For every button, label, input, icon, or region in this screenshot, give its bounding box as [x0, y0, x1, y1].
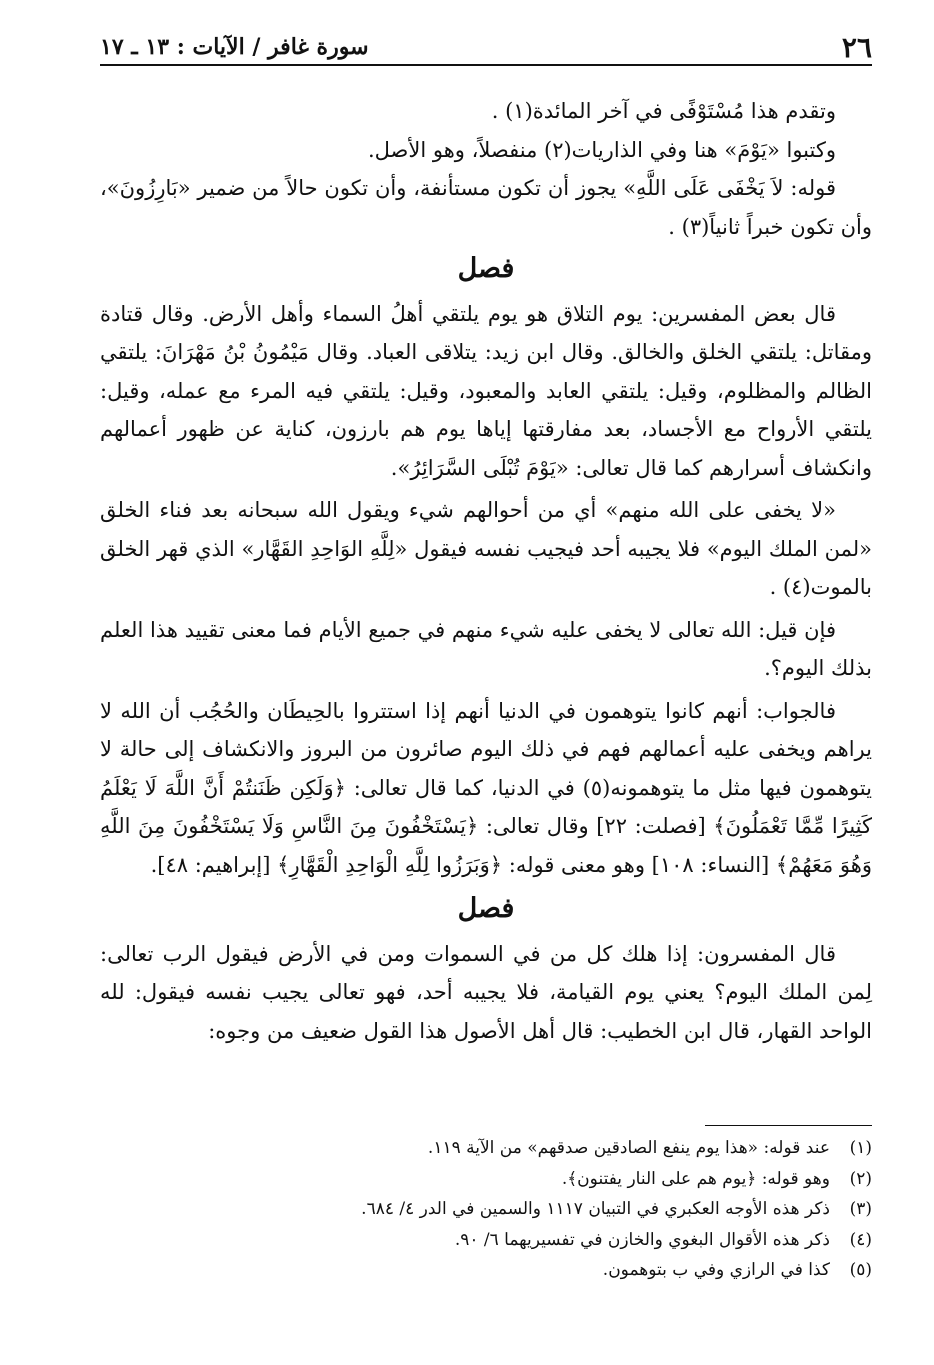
paragraph: فالجواب: أنهم كانوا يتوهمون في الدنيا أنهم إذا استتروا بالحِيطَان والحُجُب أن الله لا يراهم ويخفى عليه أعمالهم فهم في ذلك اليوم صائرون من البروز والانكشاف إلى حالة لا يتوهمون فيها مثل ما يتوهمونه(٥) في الدنيا، كما قال تعالى: ﴿وَلَكِن ظَنَنتُمْ أَنَّ اللَّهَ لَا يَعْلَمُ كَثِيرًا مِّمَّا تَعْمَلُونَ﴾ [فصلت: ٢٢] وقال تعالى: ﴿يَسْتَخْفُونَ مِنَ النَّاسِ وَلَا يَسْتَخْفُونَ مِنَ اللَّهِ وَهُوَ مَعَهُمْ﴾ [النساء: ١٠٨] وهو معنى قوله: ﴿وَبَرَزُوا لِلَّهِ الْوَاحِدِ الْقَهَّارِ﴾ [إبراهيم: ٤٨].	[100, 698, 872, 877]
footnote-text: كذا في الرازي وفي ب بتوهمون.	[602, 1260, 830, 1280]
footnote-text: وهو قوله: ﴿يوم هم على النار يفتنون﴾.	[561, 1168, 830, 1189]
page-header	[100, 30, 872, 66]
footnote-separator	[705, 1125, 872, 1126]
paragraph: فإن قيل: الله تعالى لا يخفى عليه شيء منهم في جميع الأيام فما معنى تقييد هذا العلم بذلك اليوم؟.	[100, 617, 872, 680]
footnote-text: عند قوله: «هذا يوم ينفع الصادقين صدقهم» من الآية ١١٩.	[427, 1138, 830, 1158]
footnote	[160, 1194, 872, 1225]
footnote-number: (٢)	[849, 1168, 872, 1189]
footnote-number: (٤)	[849, 1229, 872, 1250]
running-title: سورة غافر / الآيات : ١٣ ـ ١٧	[100, 34, 369, 60]
footnote	[160, 1255, 872, 1286]
footnote	[160, 1164, 872, 1195]
footnote-text: ذكر هذه الأوجه العكبري في التبيان ١١١٧ والسمين في الدر ٤/ ٦٨٤.	[361, 1199, 830, 1219]
paragraph: قال بعض المفسرين: يوم التلاق هو يوم يلتقي أهلُ السماء وأهل الأرض. وقال قتادة ومقاتل: يلتقي الخلق والخالق. وقال ابن زيد: يتلاقى العباد. وقال مَيْمُونُ بْنُ مَهْرَانَ: يلتقي الظالم والمظلوم، وقيل: يلتقي العابد والمعبود، وقيل: يلتقي فيه المرء مع عمله، وقيل: يلتقي الأرواح مع الأجساد، بعد مفارقتها إياها يوم هم بارزون، كناية عن ظهور أعمالهم وانكشاف أسرارهم كما قال تعالى: «يَوْمَ تُبْلَى السَّرَائِرُ».	[100, 301, 872, 480]
paragraph: وكتبوا «يَوْمَ» هنا وفي الذاريات(٢) منفصلاً، وهو الأصل.	[367, 137, 836, 162]
section-heading: فصل	[457, 253, 515, 284]
page-number: ٢٦	[841, 30, 872, 64]
paragraph: قوله: لاَ يَخْفَى عَلَى اللَّهِ» يجوز أن تكون مستأنفة، وأن تكون حالاً من ضمير «بَارِزُونَ»، وأن تكون خبراً ثانياً(٣) .	[100, 176, 872, 239]
footnote-number: (٣)	[849, 1199, 872, 1219]
footnote-number: (١)	[849, 1138, 872, 1158]
footnote-text: ذكر هذه الأقوال البغوي والخازن في تفسيريهما ٦/ ٩٠.	[454, 1229, 830, 1250]
footnote-number: (٥)	[849, 1260, 872, 1280]
paragraph: «لا يخفى على الله منهم» أي من أحوالهم شيء ويقول الله سبحانه بعد فناء الخلق «لمن الملك اليوم» فلا يجيبه أحد فيجيب نفسه فيقول «لِلَّهِ الوَاحِدِ القَهَّار» الذي قهر الخلق بالموت(٤) .	[100, 498, 872, 599]
footnotes	[160, 1133, 872, 1286]
section-heading: فصل	[457, 893, 515, 924]
footnote	[160, 1225, 872, 1256]
main-text	[100, 92, 872, 1050]
footnote	[160, 1133, 872, 1164]
paragraph: قال المفسرون: إذا هلك كل من في السموات ومن في الأرض فيقول الرب تعالى: لِمن الملك اليوم؟ يعني يوم القيامة، فلا يجيبه أحد، فهو تعالى يجيب نفسه فيقول: لله الواحد القهار، قال ابن الخطيب: قال أهل الأصول هذا القول ضعيف من وجوه:	[100, 941, 872, 1043]
paragraph: وتقدم هذا مُسْتَوْفًى في آخر المائدة(١) .	[491, 99, 836, 123]
